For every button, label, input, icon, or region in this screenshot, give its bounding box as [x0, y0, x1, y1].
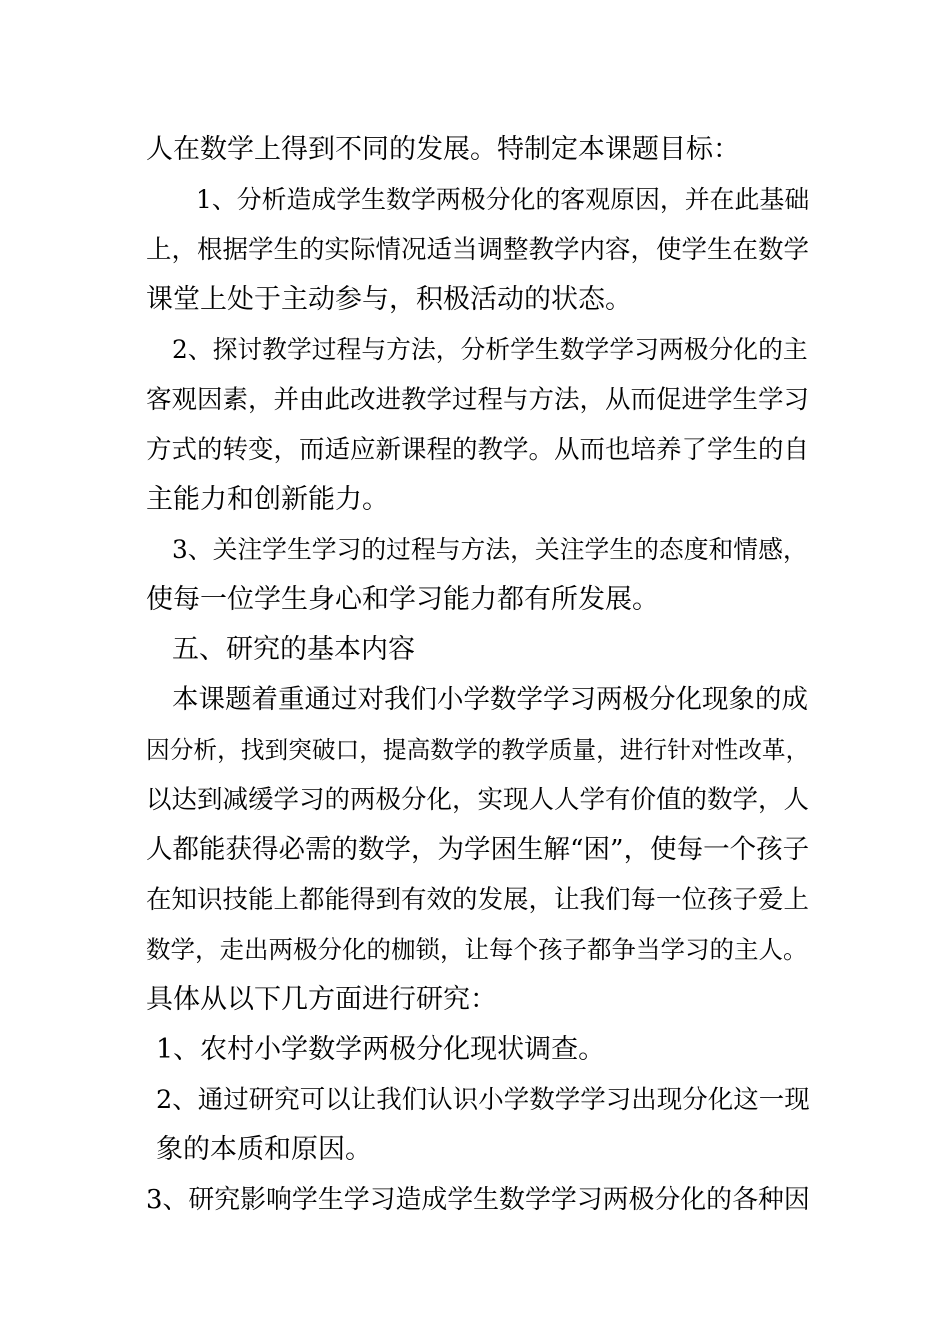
text-line-17: 数学，走出两极分化的枷锁，让每个孩子都争当学习的主人。 [146, 935, 808, 964]
text-line-14: 以达到减缓学习的两极分化，实现人人学有价值的数学，人 [146, 785, 810, 815]
text-line-16: 在知识技能上都能得到有效的发展，让我们每一位孩子爱上 [146, 885, 810, 915]
text-line-6: 客观因素，并由此改进教学过程与方法，从而促进学生学习 [146, 385, 810, 415]
text-line-20: 2、通过研究可以让我们认识小学数学学习出现分化这一现 [156, 1085, 810, 1115]
text-line-2: 1、分析造成学生数学两极分化的客观原因，并在此基础 [196, 185, 810, 214]
text-line-22: 3、研究影响学生学习造成学生数学学习两极分化的各种因 [146, 1185, 810, 1215]
text-line-3: 上，根据学生的实际情况适当调整教学内容，使学生在数学 [146, 235, 810, 265]
text-line-4: 课堂上处于主动参与，积极活动的状态。 [146, 284, 632, 315]
section-heading: 五、研究的基本内容 [172, 634, 415, 665]
text-line-10: 使每一位学生身心和学习能力都有所发展。 [146, 584, 659, 615]
text-line-15: 人都能获得必需的数学，为学困生解“困”，使每一个孩子 [146, 834, 810, 865]
text-line-8: 主能力和创新能力。 [146, 484, 389, 515]
text-line-5: 2、探讨教学过程与方法，分析学生数学学习两极分化的主 [172, 335, 808, 364]
text-line-13: 因分析，找到突破口，提高数学的教学质量，进行针对性改革， [146, 736, 810, 764]
text-line-7: 方式的转变，而适应新课程的教学。从而也培养了学生的自 [146, 435, 810, 465]
text-line-21: 象的本质和原因。 [156, 1134, 372, 1165]
text-line-1: 人在数学上得到不同的发展。特制定本课题目标： [146, 134, 740, 165]
text-line-9: 3、关注学生学习的过程与方法，关注学生的态度和情感， [172, 535, 808, 564]
text-line-12: 本课题着重通过对我们小学数学学习两极分化现象的成 [172, 684, 808, 715]
text-line-19: 1、农村小学数学两极分化现状调查。 [156, 1034, 606, 1065]
text-line-18: 具体从以下几方面进行研究： [146, 984, 497, 1015]
